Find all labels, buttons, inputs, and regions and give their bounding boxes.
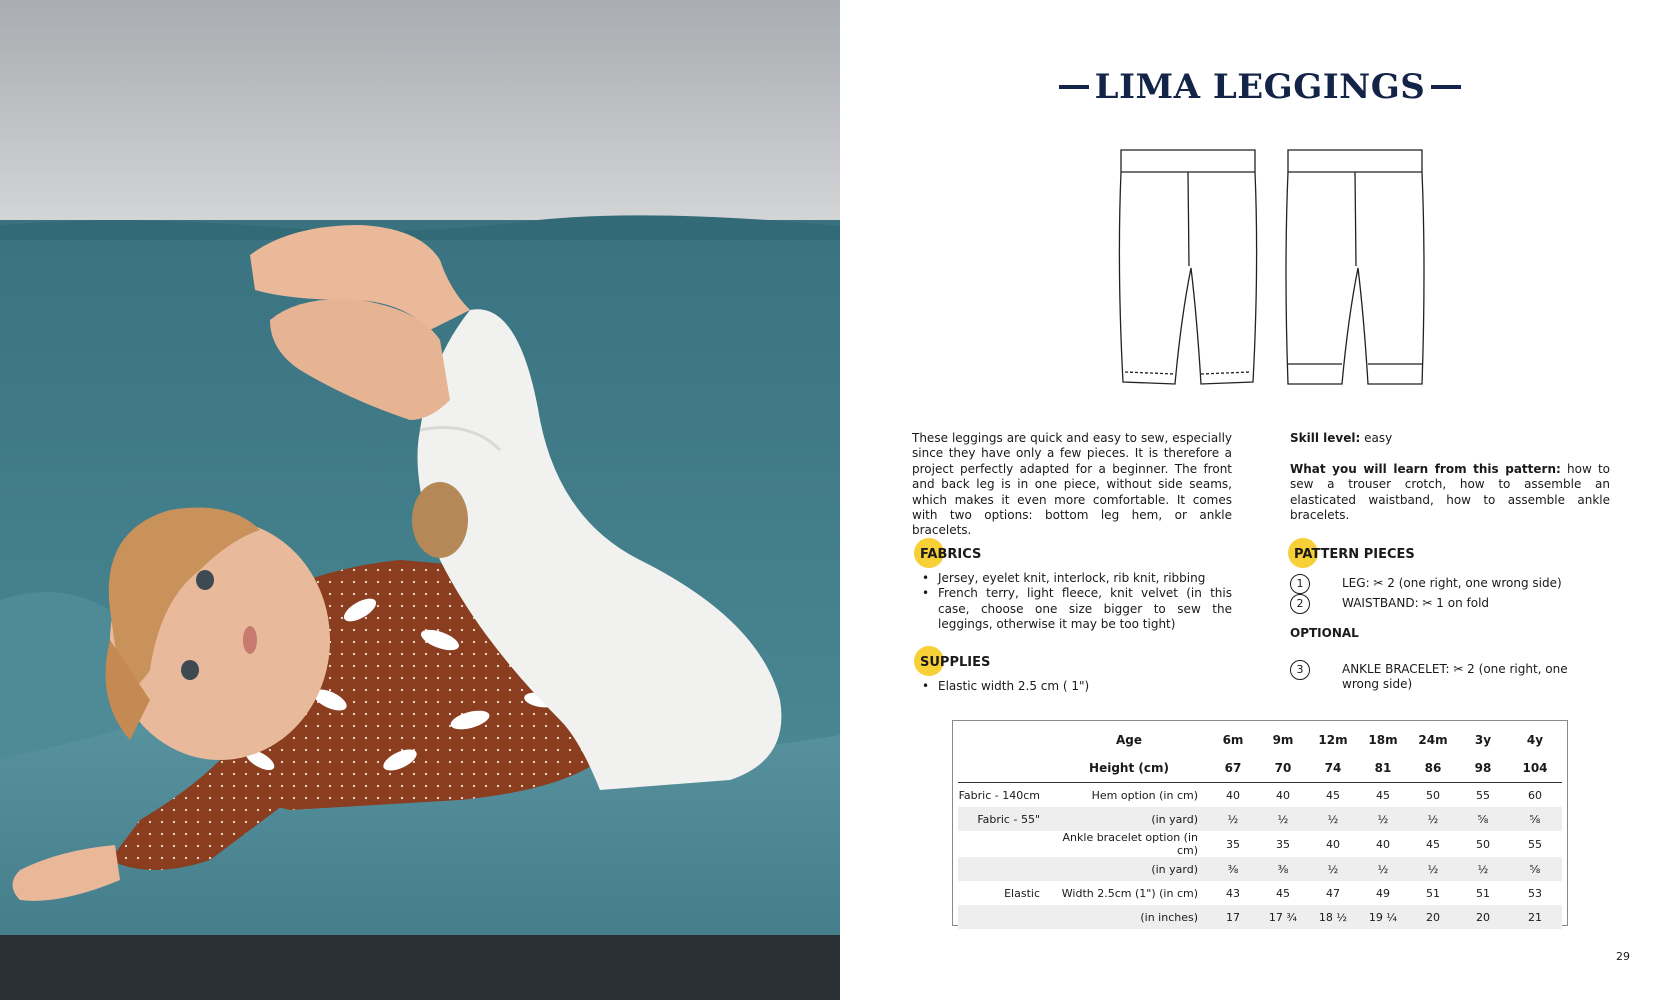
supplies-list xyxy=(920,679,1232,694)
pattern-pieces-heading: PATTERN PIECES xyxy=(1294,544,1415,566)
piece-number: 2 xyxy=(1290,594,1310,614)
table-cell: ½ xyxy=(1458,857,1508,881)
learn-text xyxy=(1290,462,1610,524)
table-cell: 9m xyxy=(1272,733,1294,747)
table-row xyxy=(958,881,1562,905)
title-dash-right xyxy=(1431,85,1461,89)
table-cell: 35 xyxy=(1276,837,1290,851)
table-cell: ⅜ xyxy=(1258,857,1308,881)
table-cell xyxy=(958,831,1050,857)
table-cell: 60 xyxy=(1528,788,1542,802)
table-cell: 55 xyxy=(1476,788,1490,802)
piece-number: 1 xyxy=(1290,574,1310,594)
fabrics-list xyxy=(920,571,1232,633)
table-cell: 47 xyxy=(1326,886,1340,900)
table-cell: 51 xyxy=(1426,886,1440,900)
table-cell: 67 xyxy=(1208,754,1258,783)
pattern-piece-leg xyxy=(1290,576,1620,594)
skill-level-value: easy xyxy=(1360,431,1393,445)
learn-value: how to sew a trouser crotch, how to assemble an elasticated waistband, how to assemble ankle bracelets. xyxy=(1290,462,1610,523)
table-cell: 49 xyxy=(1376,886,1390,900)
table-cell: ⅜ xyxy=(1208,857,1258,881)
table-cell: 81 xyxy=(1358,754,1408,783)
table-cell xyxy=(958,754,1050,783)
table-cell: 45 xyxy=(1426,837,1440,851)
table-cell: 18m xyxy=(1368,733,1398,747)
table-cell: 55 xyxy=(1528,837,1542,851)
table-cell: ⅝ xyxy=(1508,857,1562,881)
table-cell: 40 xyxy=(1276,788,1290,802)
table-cell: 19 ¼ xyxy=(1358,905,1408,929)
page-number: 29 xyxy=(1616,950,1630,963)
table-cell: Age xyxy=(1115,733,1142,747)
table-cell: 50 xyxy=(1426,788,1440,802)
table-cell: Elastic xyxy=(1004,886,1040,900)
table-cell: (in inches) xyxy=(1050,905,1208,929)
table-cell: 18 ½ xyxy=(1308,905,1358,929)
intro-text: These leggings are quick and easy to sew, especially since they have only a few pieces. It is therefore a project perfectly adapted for a beginner. The front and back leg is in one piece, without side seams, which makes it even more comfortable. It comes with two options: bottom leg hem, or ankle bracelets. xyxy=(912,431,1232,538)
table-cell: 40 xyxy=(1326,837,1340,851)
table-cell: 17 ¾ xyxy=(1258,905,1308,929)
page-title: LIMA LEGGINGS xyxy=(1094,67,1426,107)
table-cell xyxy=(958,905,1050,929)
supplies-heading: SUPPLIES xyxy=(920,652,990,674)
table-cell: ⅝ xyxy=(1458,807,1508,831)
table-cell: 86 xyxy=(1408,754,1458,783)
table-cell: 20 xyxy=(1408,905,1458,929)
table-cell: 98 xyxy=(1458,754,1508,783)
table-cell: ½ xyxy=(1408,807,1458,831)
table-cell: ½ xyxy=(1408,857,1458,881)
table-cell: (in yard) xyxy=(1050,857,1208,881)
table-cell: 24m xyxy=(1418,733,1448,747)
table-row xyxy=(958,726,1562,754)
size-table-grid xyxy=(958,726,1562,929)
skill-level-label: Skill level: xyxy=(1290,431,1361,445)
pattern-piece-ankle-bracelet xyxy=(1290,662,1620,693)
size-table xyxy=(952,720,1568,926)
table-cell: 17 xyxy=(1208,905,1258,929)
table-cell: 12m xyxy=(1318,733,1348,747)
table-cell: 21 xyxy=(1508,905,1562,929)
table-row xyxy=(958,807,1562,831)
table-cell: ½ xyxy=(1208,807,1258,831)
table-cell: 35 xyxy=(1226,837,1240,851)
table-cell: 4y xyxy=(1526,733,1544,747)
table-cell: Hem option (in cm) xyxy=(1091,788,1198,802)
table-cell: 45 xyxy=(1376,788,1390,802)
piece-number: 3 xyxy=(1290,660,1310,680)
table-cell: 20 xyxy=(1458,905,1508,929)
leggings-ankle-bracelet-drawing xyxy=(1282,148,1428,388)
list-item: • Jersey, eyelet knit, interlock, rib knit, ribbing xyxy=(920,571,1232,586)
table-cell: ½ xyxy=(1358,807,1408,831)
piece-text: ANKLE BRACELET: ✂ 2 (one right, one wrong side) xyxy=(1342,662,1568,692)
table-row xyxy=(958,831,1562,857)
piece-text: WAISTBAND: ✂ 1 on fold xyxy=(1342,596,1490,610)
table-cell: ½ xyxy=(1308,857,1358,881)
title-row xyxy=(840,62,1680,112)
table-cell: 45 xyxy=(1276,886,1290,900)
table-row xyxy=(958,754,1562,783)
fabrics-heading: FABRICS xyxy=(920,544,981,566)
piece-text: LEG: ✂ 2 (one right, one wrong side) xyxy=(1342,576,1562,590)
optional-label: OPTIONAL xyxy=(1290,626,1359,640)
table-row xyxy=(958,783,1562,808)
table-cell: 6m xyxy=(1222,733,1244,747)
title-dash-left xyxy=(1059,85,1089,89)
table-cell: Fabric - 140cm xyxy=(958,788,1040,802)
table-cell: 104 xyxy=(1508,754,1562,783)
table-cell: 45 xyxy=(1326,788,1340,802)
table-row xyxy=(958,905,1562,929)
list-item: • Elastic width 2.5 cm ( 1") xyxy=(920,679,1232,694)
table-cell: (in yard) xyxy=(1050,807,1208,831)
table-cell: ½ xyxy=(1258,807,1308,831)
table-cell: 51 xyxy=(1476,886,1490,900)
table-cell: 3y xyxy=(1474,733,1492,747)
table-cell: Fabric - 55" xyxy=(958,807,1050,831)
skill-level xyxy=(1290,431,1610,446)
leggings-hem-drawing xyxy=(1115,148,1261,388)
learn-label: What you will learn from this pattern: xyxy=(1290,462,1561,476)
table-row xyxy=(958,857,1562,881)
list-item: • French terry, light fleece, knit velvet (in this case, choose one size bigger to sew the leggings, otherwise it may be too tight) xyxy=(920,586,1232,632)
table-cell xyxy=(958,857,1050,881)
table-cell: ½ xyxy=(1358,857,1408,881)
table-cell: 70 xyxy=(1258,754,1308,783)
table-cell: 50 xyxy=(1476,837,1490,851)
table-cell: 53 xyxy=(1528,886,1542,900)
table-cell: 43 xyxy=(1226,886,1240,900)
table-cell: Height (cm) xyxy=(1050,754,1208,783)
table-cell: ½ xyxy=(1308,807,1358,831)
table-cell: Ankle bracelet option (in cm) xyxy=(1062,831,1198,857)
table-cell: Width 2.5cm (1") (in cm) xyxy=(1061,886,1198,900)
table-cell: ⅝ xyxy=(1508,807,1562,831)
pattern-piece-waistband xyxy=(1290,596,1620,614)
table-cell: 40 xyxy=(1226,788,1240,802)
table-cell: 40 xyxy=(1376,837,1390,851)
pattern-page xyxy=(840,0,1680,1000)
table-cell xyxy=(958,726,1050,754)
table-cell: 74 xyxy=(1308,754,1358,783)
